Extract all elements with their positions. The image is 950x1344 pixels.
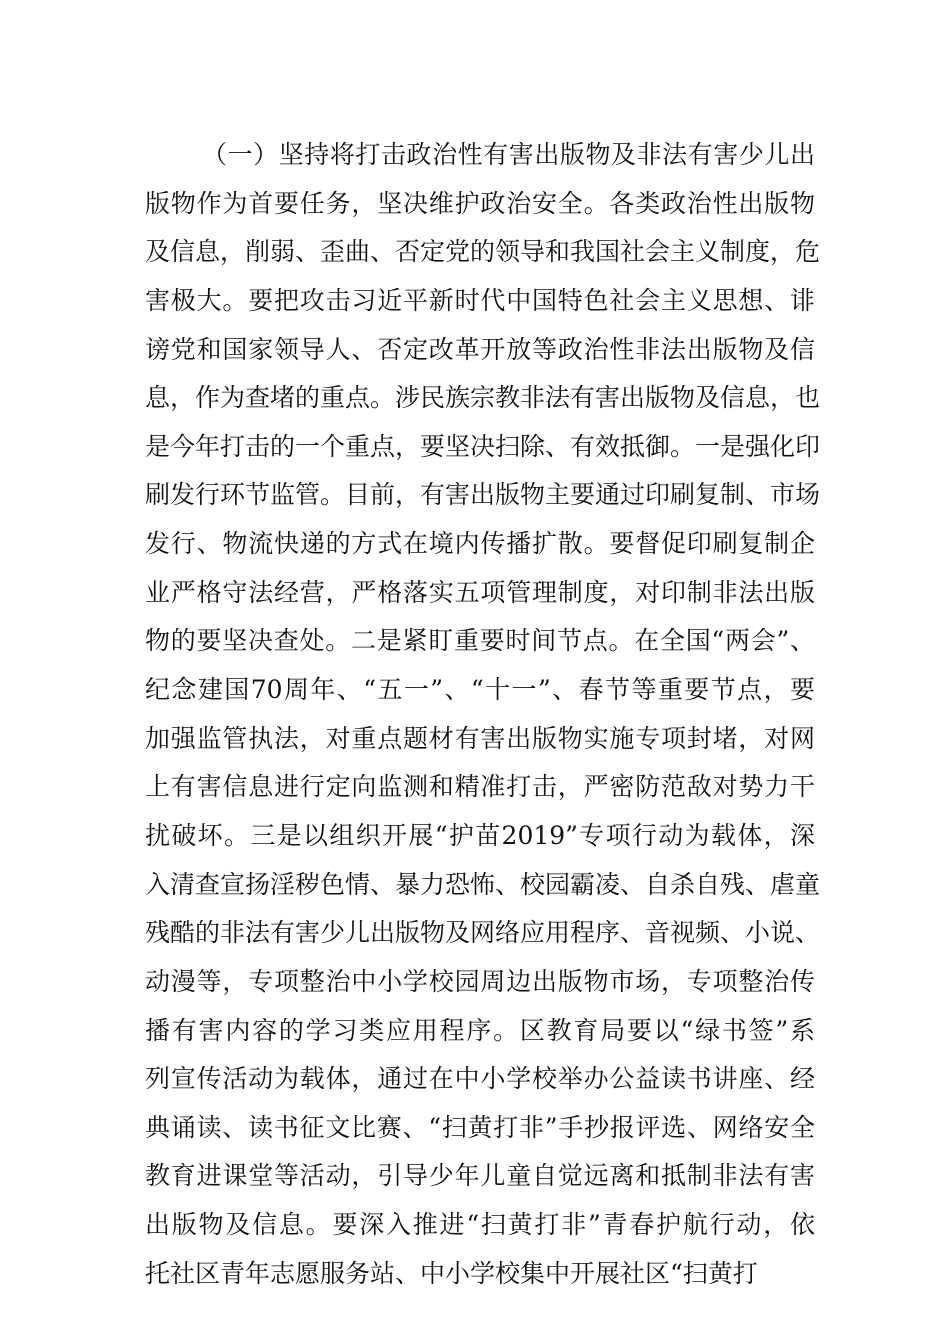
paragraph-line: 害极大。要把攻击习近平新时代中国特色社会主义思想、诽: [145, 285, 815, 315]
paragraph-line: 及信息，削弱、歪曲、否定党的领导和我国社会主义制度，危: [145, 237, 821, 267]
paragraph-line: 发行、物流快递的方式在境内传播扩散。要督促印刷复制企: [145, 529, 815, 559]
paragraph-line: 加强监管执法，对重点题材有害出版物实施专项封堵，对网: [145, 723, 815, 753]
paragraph-line: 出版物及信息。要深入推进“扫黄打非”青春护航行动，依: [145, 1210, 815, 1240]
paragraph-line: 播有害内容的学习类应用程序。区教育局要以“绿书签”系: [145, 1015, 815, 1045]
paragraph-line: 是今年打击的一个重点，要坚决扫除、有效抵御。一是强化印: [145, 431, 821, 461]
paragraph-line: 典诵读、读书征文比赛、“扫黄打非”手抄报评选、网络安全: [145, 1112, 815, 1142]
paragraph-line: 息，作为查堵的重点。涉民族宗教非法有害出版物及信息，也: [145, 383, 821, 413]
paragraph-line: 物的要坚决查处。二是紧盯重要时间节点。在全国“两会”、: [145, 626, 815, 656]
paragraph-line: 教育进课堂等活动，引导少年儿童自觉远离和抵制非法有害: [145, 1161, 815, 1191]
paragraph-line: 刷发行环节监管。目前，有害出版物主要通过印刷复制、市场: [145, 480, 821, 510]
paragraph-line: （一）坚持将打击政治性有害出版物及非法有害少儿出: [202, 140, 815, 169]
paragraph-line: 版物作为首要任务，坚决维护政治安全。各类政治性出版物: [145, 188, 815, 218]
paragraph-line: 托社区青年志愿服务站、中小学校集中开展社区“扫黄打: [145, 1258, 758, 1288]
body-paragraph: [145, 131, 821, 1298]
paragraph-line: 动漫等，专项整治中小学校园周边出版物市场，专项整治传: [145, 966, 815, 996]
paragraph-line: 残酷的非法有害少儿出版物及网络应用程序、音视频、小说、: [145, 918, 821, 948]
paragraph-line: 入清查宣扬淫秽色情、暴力恐怖、校园霸凌、自杀自残、虐童: [145, 869, 821, 899]
paragraph-line: 纪念建国70周年、“五一”、“十一”、春节等重要节点，要: [145, 675, 815, 705]
paragraph-line: 谤党和国家领导人、否定改革开放等政治性非法出版物及信: [145, 334, 815, 364]
paragraph-line: 扰破坏。三是以组织开展“护苗2019”专项行动为载体，深: [145, 820, 815, 850]
paragraph-line: 上有害信息进行定向监测和精准打击，严密防范敌对势力干: [145, 772, 815, 802]
paragraph-line: 业严格守法经营，严格落实五项管理制度，对印制非法出版: [145, 577, 815, 607]
paragraph-line: 列宣传活动为载体，通过在中小学校举办公益读书讲座、经: [145, 1064, 815, 1094]
